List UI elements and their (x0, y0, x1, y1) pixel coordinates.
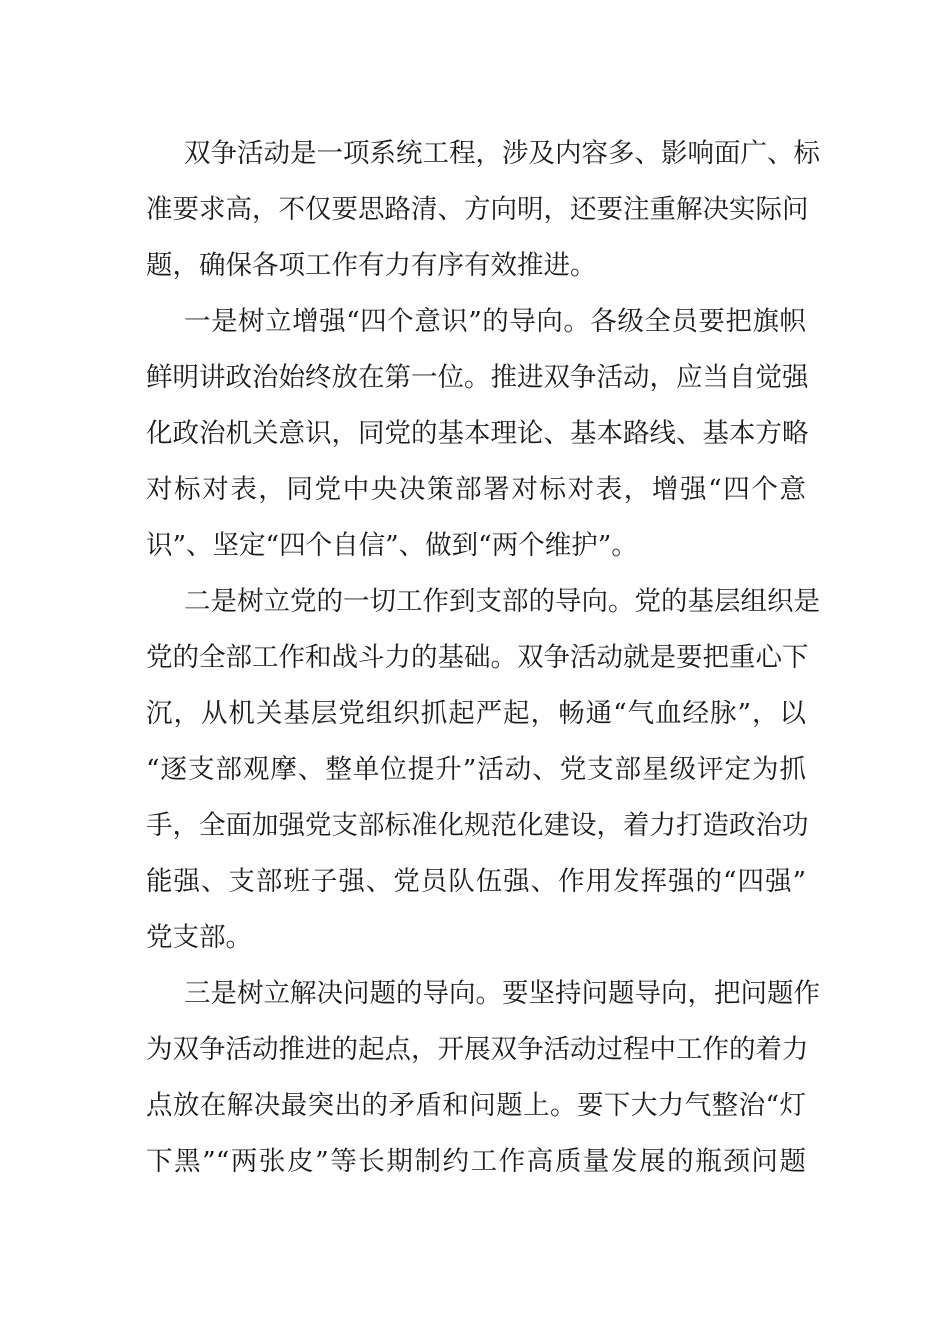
text-line: 二是树立党的一切工作到支部的导向。党的基层组织是 (184, 586, 820, 617)
text-line: 点放在解决最突出的矛盾和问题上。要下大力气整治“灯 (146, 1090, 806, 1121)
text-line: 沉，从机关基层党组织抓起严起，畅通“气血经脉”，以 (146, 698, 806, 729)
text-line: 鲜明讲政治始终放在第一位。推进双争活动，应当自觉强 (146, 362, 809, 393)
text-line: 党的全部工作和战斗力的基础。双争活动就是要把重心下 (146, 642, 809, 673)
text-line: 能强、支部班子强、党员队伍强、作用发挥强的“四强” (146, 866, 806, 897)
text-line: 识”、坚定“四个自信”、做到“两个维护”。 (146, 530, 638, 561)
text-line: 三是树立解决问题的导向。要坚持问题导向，把问题作 (184, 978, 820, 1009)
text-line: 一是树立增强“四个意识”的导向。各级全员要把旗帜 (184, 306, 806, 337)
text-line: 手，全面加强党支部标准化规范化建设，着力打造政治功 (146, 810, 809, 841)
text-line: “逐支部观摩、整单位提升”活动、党支部星级评定为抓 (146, 754, 806, 785)
text-line: 准要求高，不仅要思路清、方向明，还要注重解决实际问 (146, 194, 809, 225)
text-line: 题，确保各项工作有力有序有效推进。 (146, 250, 597, 281)
text-line: 双争活动是一项系统工程，涉及内容多、影响面广、标 (184, 138, 820, 169)
text-line: 下黑”“两张皮”等长期制约工作高质量发展的瓶颈问题 (146, 1146, 806, 1177)
text-line: 党支部。 (146, 922, 252, 953)
text-line: 为双争活动推进的起点，开展双争活动过程中工作的着力 (146, 1034, 809, 1065)
text-line: 化政治机关意识，同党的基本理论、基本路线、基本方略 (146, 418, 809, 449)
text-line: 对标对表，同党中央决策部署对标对表，增强“四个意 (146, 474, 806, 505)
